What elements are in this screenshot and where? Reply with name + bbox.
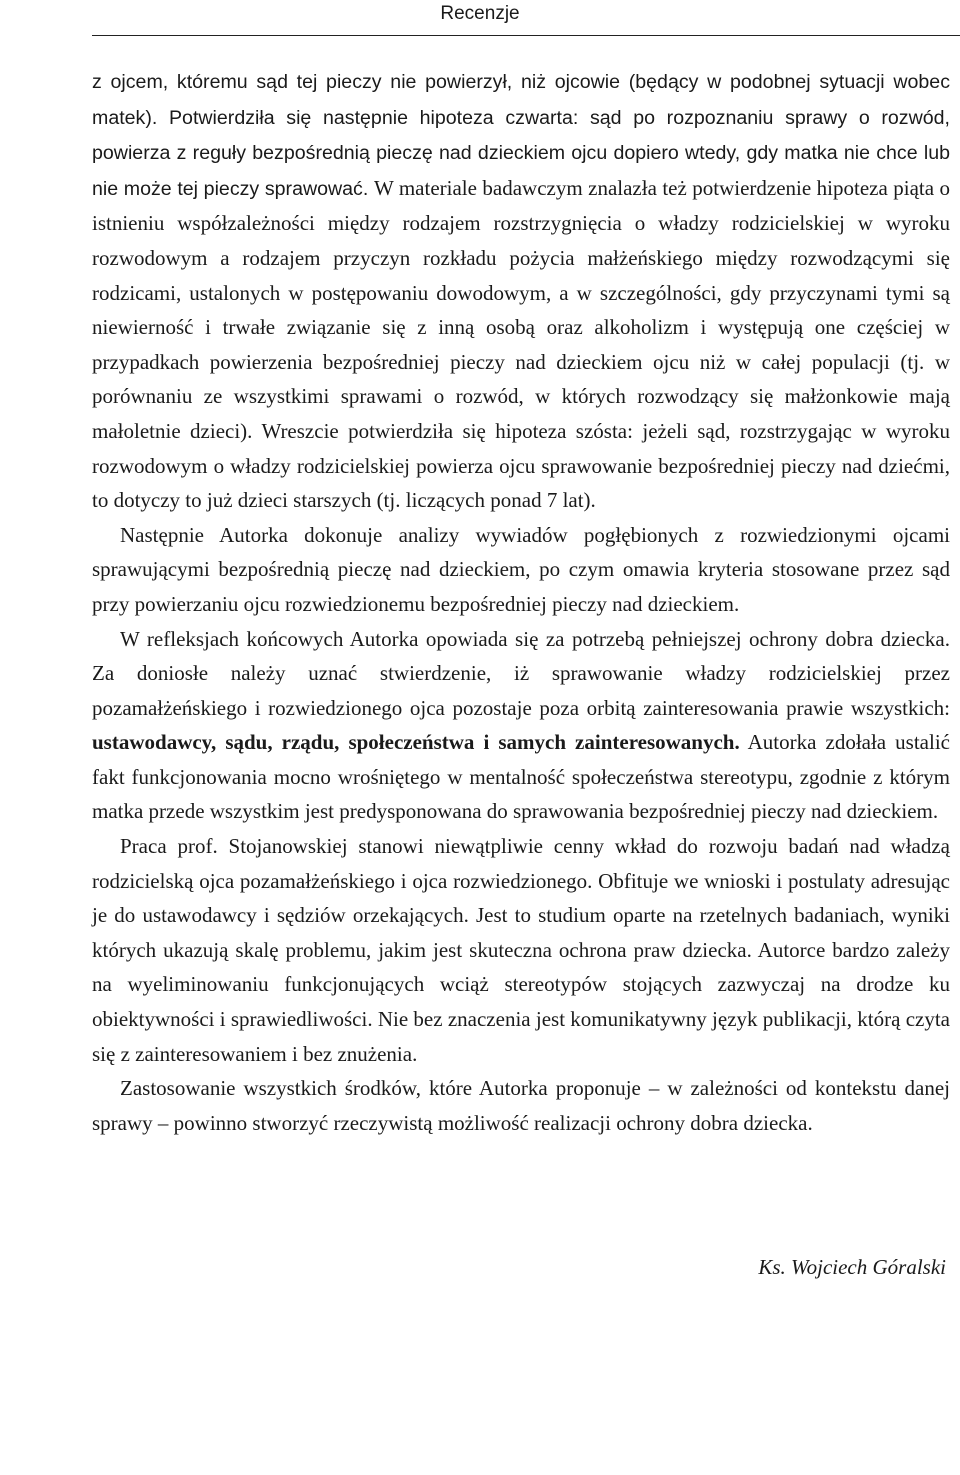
paragraph-2: Następnie Autorka dokonuje analizy wywiadów pogłębionych z rozwiedzionymi ojcami sprawującymi bezpośrednią pieczę nad dzieckiem, po czym omawia kryteria stosowane przez sąd przy powierzaniu ojcu rozwiedzionemu bezpośredniej pieczy nad dzieckiem. — [92, 522, 950, 616]
running-header-title: Recenzje — [440, 3, 520, 24]
paragraph-1-opening: z ojcem, któremu sąd tej pieczy nie powierzył, niż ojcowie (będący w podobnej sytuacji wobec matek). Potwierdziła się następnie hipoteza czwarta: sąd po rozpoznaniu sprawy o rozwód, powierza z reguły bezpośrednią pieczę nad dzieckiem ojcu dopiero wtedy, gdy matka nie chce lub nie może tej pieczy sprawować. — [92, 71, 950, 200]
paragraph-4: Praca prof. Stojanowskiej stanowi niewątpliwie cenny wkład do rozwoju badań nad władzą rodzicielską ojca pozamałżeńskiego i ojca rozwiedzionego. Obfituje we wnioski i postulaty adresując je do ustawodawcy i sędziów orzekających. Jest to studium oparte na rzetelnych badaniach, wyniki których ukazują skalę problemu, jakim jest skuteczna ochrona praw dziecka. Autorce bardzo zależy na wyeliminowaniu funkcjonujących wciąż stereotypów stojących zazwyczaj na drodze ku obiektywności i sprawiedliwości. Nie bez znaczenia jest komunikatywny język publikacji, którą czyta się z zainteresowaniem i bez znużenia. — [92, 834, 950, 1066]
header-rule — [92, 35, 960, 36]
paragraph-3-start: W refleksjach końcowych Autorka opowiada się za potrzebą pełniejszej ochrony dobra dziecka. Za doniosłe należy uznać stwierdzenie, iż sprawowanie władzy rodzicielskiej przez pozamałżeńskiego i rozwiedzionego ojca pozostaje poza orbitą zainteresowania prawie wszystkich: — [92, 626, 950, 720]
paragraph-3-bold-emphasis: ustawodawcy, sądu, rządu, społeczeństwa i samych zainteresowanych. — [92, 730, 740, 755]
paragraph-5: Zastosowanie wszystkich środków, które Autorka proponuje – w zależności od kontekstu danej sprawy – powinno stworzyć rzeczywistą możliwość realizacji ochrony dobra dziecka. — [92, 1076, 950, 1135]
paragraph-3-end: Autorka zdołała ustalić fakt funkcjonowania mocno wrośniętego w mentalność społeczeństwa stereotypu, zgodnie z którym matka przede wszystkim jest predysponowana do sprawowania bezpośredniej pieczy nad dzieckiem. — [92, 730, 950, 824]
review-body — [92, 64, 950, 1140]
paragraph-1-continuation: W materiale badawczym znalazła też potwierdzenie hipoteza piąta o istnieniu współzależności między rodzajem rozstrzygnięcia o władzy rodzicielskiej w wyroku rozwodowym a rodzajem przyczyn rozkładu pożycia małżeńskiego między rozwodzącymi się rodzicami, ustalonych w postępowaniu dowodowym, a w szczególności, gdy przyczynami tymi są niewierność i trwałe związanie się z inną osobą oraz alkoholizm i występują one częściej w przypadkach powierzenia bezpośredniej pieczy nad dzieckiem ojcu niż w całej populacji (tj. w porównaniu ze wszystkimi sprawami o rozwód, w których rozwodzący się małżonkowie mają małoletnie dzieci). Wreszcie potwierdziła się hipoteza szósta: jeżeli sąd, rozstrzygając w wyroku rozwodowym o władzy rodzicielskiej powierza ojcu sprawowanie bezpośredniej pieczy nad dziećmi, to dotyczy to już dzieci starszych (tj. liczących ponad 7 lat). — [92, 175, 950, 513]
reviewer-signature: Ks. Wojciech Góralski — [758, 1255, 946, 1279]
paragraph-1 — [92, 64, 950, 518]
paragraph-3 — [92, 622, 950, 830]
